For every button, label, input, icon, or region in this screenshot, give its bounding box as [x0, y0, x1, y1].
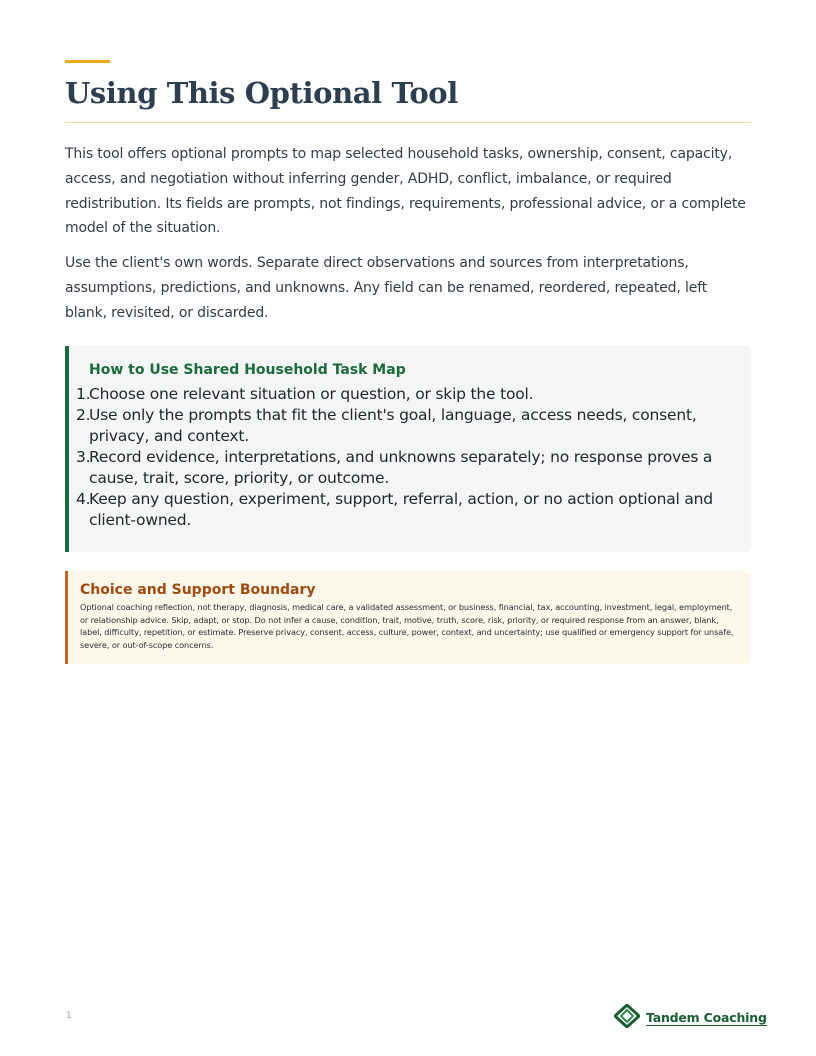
how-to-heading: How to Use Shared Household Task Map	[89, 362, 406, 378]
step-text: Keep any question, experiment, support, referral, action, or no action optional and client-owned.	[89, 490, 713, 529]
intro-paragraph-1: This tool offers optional prompts to map selected household tasks, ownership, consent, capacity, access, and negotiation without inferring gender, ADHD, conflict, imbalance, or required redistribution. Its fields are prompts, not findings, requirements, professional advice, or a complete model of the situation.	[65, 146, 746, 237]
page-title: Using This Optional Tool	[65, 76, 458, 110]
step-number: 1.	[76, 385, 91, 403]
list-item	[76, 405, 731, 447]
step-text: Choose one relevant situation or question, or skip the tool.	[89, 385, 534, 403]
step-text: Use only the prompts that fit the client's goal, language, access needs, consent, privacy, and context.	[89, 406, 697, 445]
how-to-callout	[65, 346, 751, 552]
page-number: 1	[66, 1011, 72, 1021]
support-boundary-callout	[65, 571, 751, 664]
step-number: 2.	[76, 406, 91, 424]
brand-name: Tandem Coaching	[646, 1009, 767, 1025]
boundary-heading: Choice and Support Boundary	[80, 582, 316, 598]
title-accent-bar	[65, 60, 110, 63]
step-text: Record evidence, interpretations, and unknowns separately; no response proves a cause, trait, score, priority, or outcome.	[89, 448, 713, 487]
title-divider	[65, 122, 751, 123]
step-number: 4.	[76, 490, 91, 508]
step-number: 3.	[76, 448, 91, 466]
brand-logo	[614, 1004, 767, 1032]
list-item	[76, 489, 731, 531]
list-item	[76, 384, 731, 405]
boundary-text: Optional coaching reflection, not therapy, diagnosis, medical care, a validated assessment, or business, financial, tax, accounting, investment, legal, employment, or relationship advice. Skip, adapt, or stop. Do not infer a cause, condition, trait, motive, truth, score, risk, priority, or required response from an answer, blank, label, difficulty, repetition, or estimate. Preserve privacy, consent, access, culture, power, context, and uncertainty; use qualified or emergency support for unsafe, severe, or out-of-scope concerns.	[80, 602, 734, 650]
intro-section	[65, 142, 751, 336]
how-to-steps-list	[76, 384, 731, 531]
list-item	[76, 447, 731, 489]
intro-paragraph-2: Use the client's own words. Separate direct observations and sources from interpretations, assumptions, predictions, and unknowns. Any field can be renamed, reordered, repeated, left blank, revisited, or discarded.	[65, 255, 708, 321]
diamond-logo-icon	[614, 1004, 640, 1032]
